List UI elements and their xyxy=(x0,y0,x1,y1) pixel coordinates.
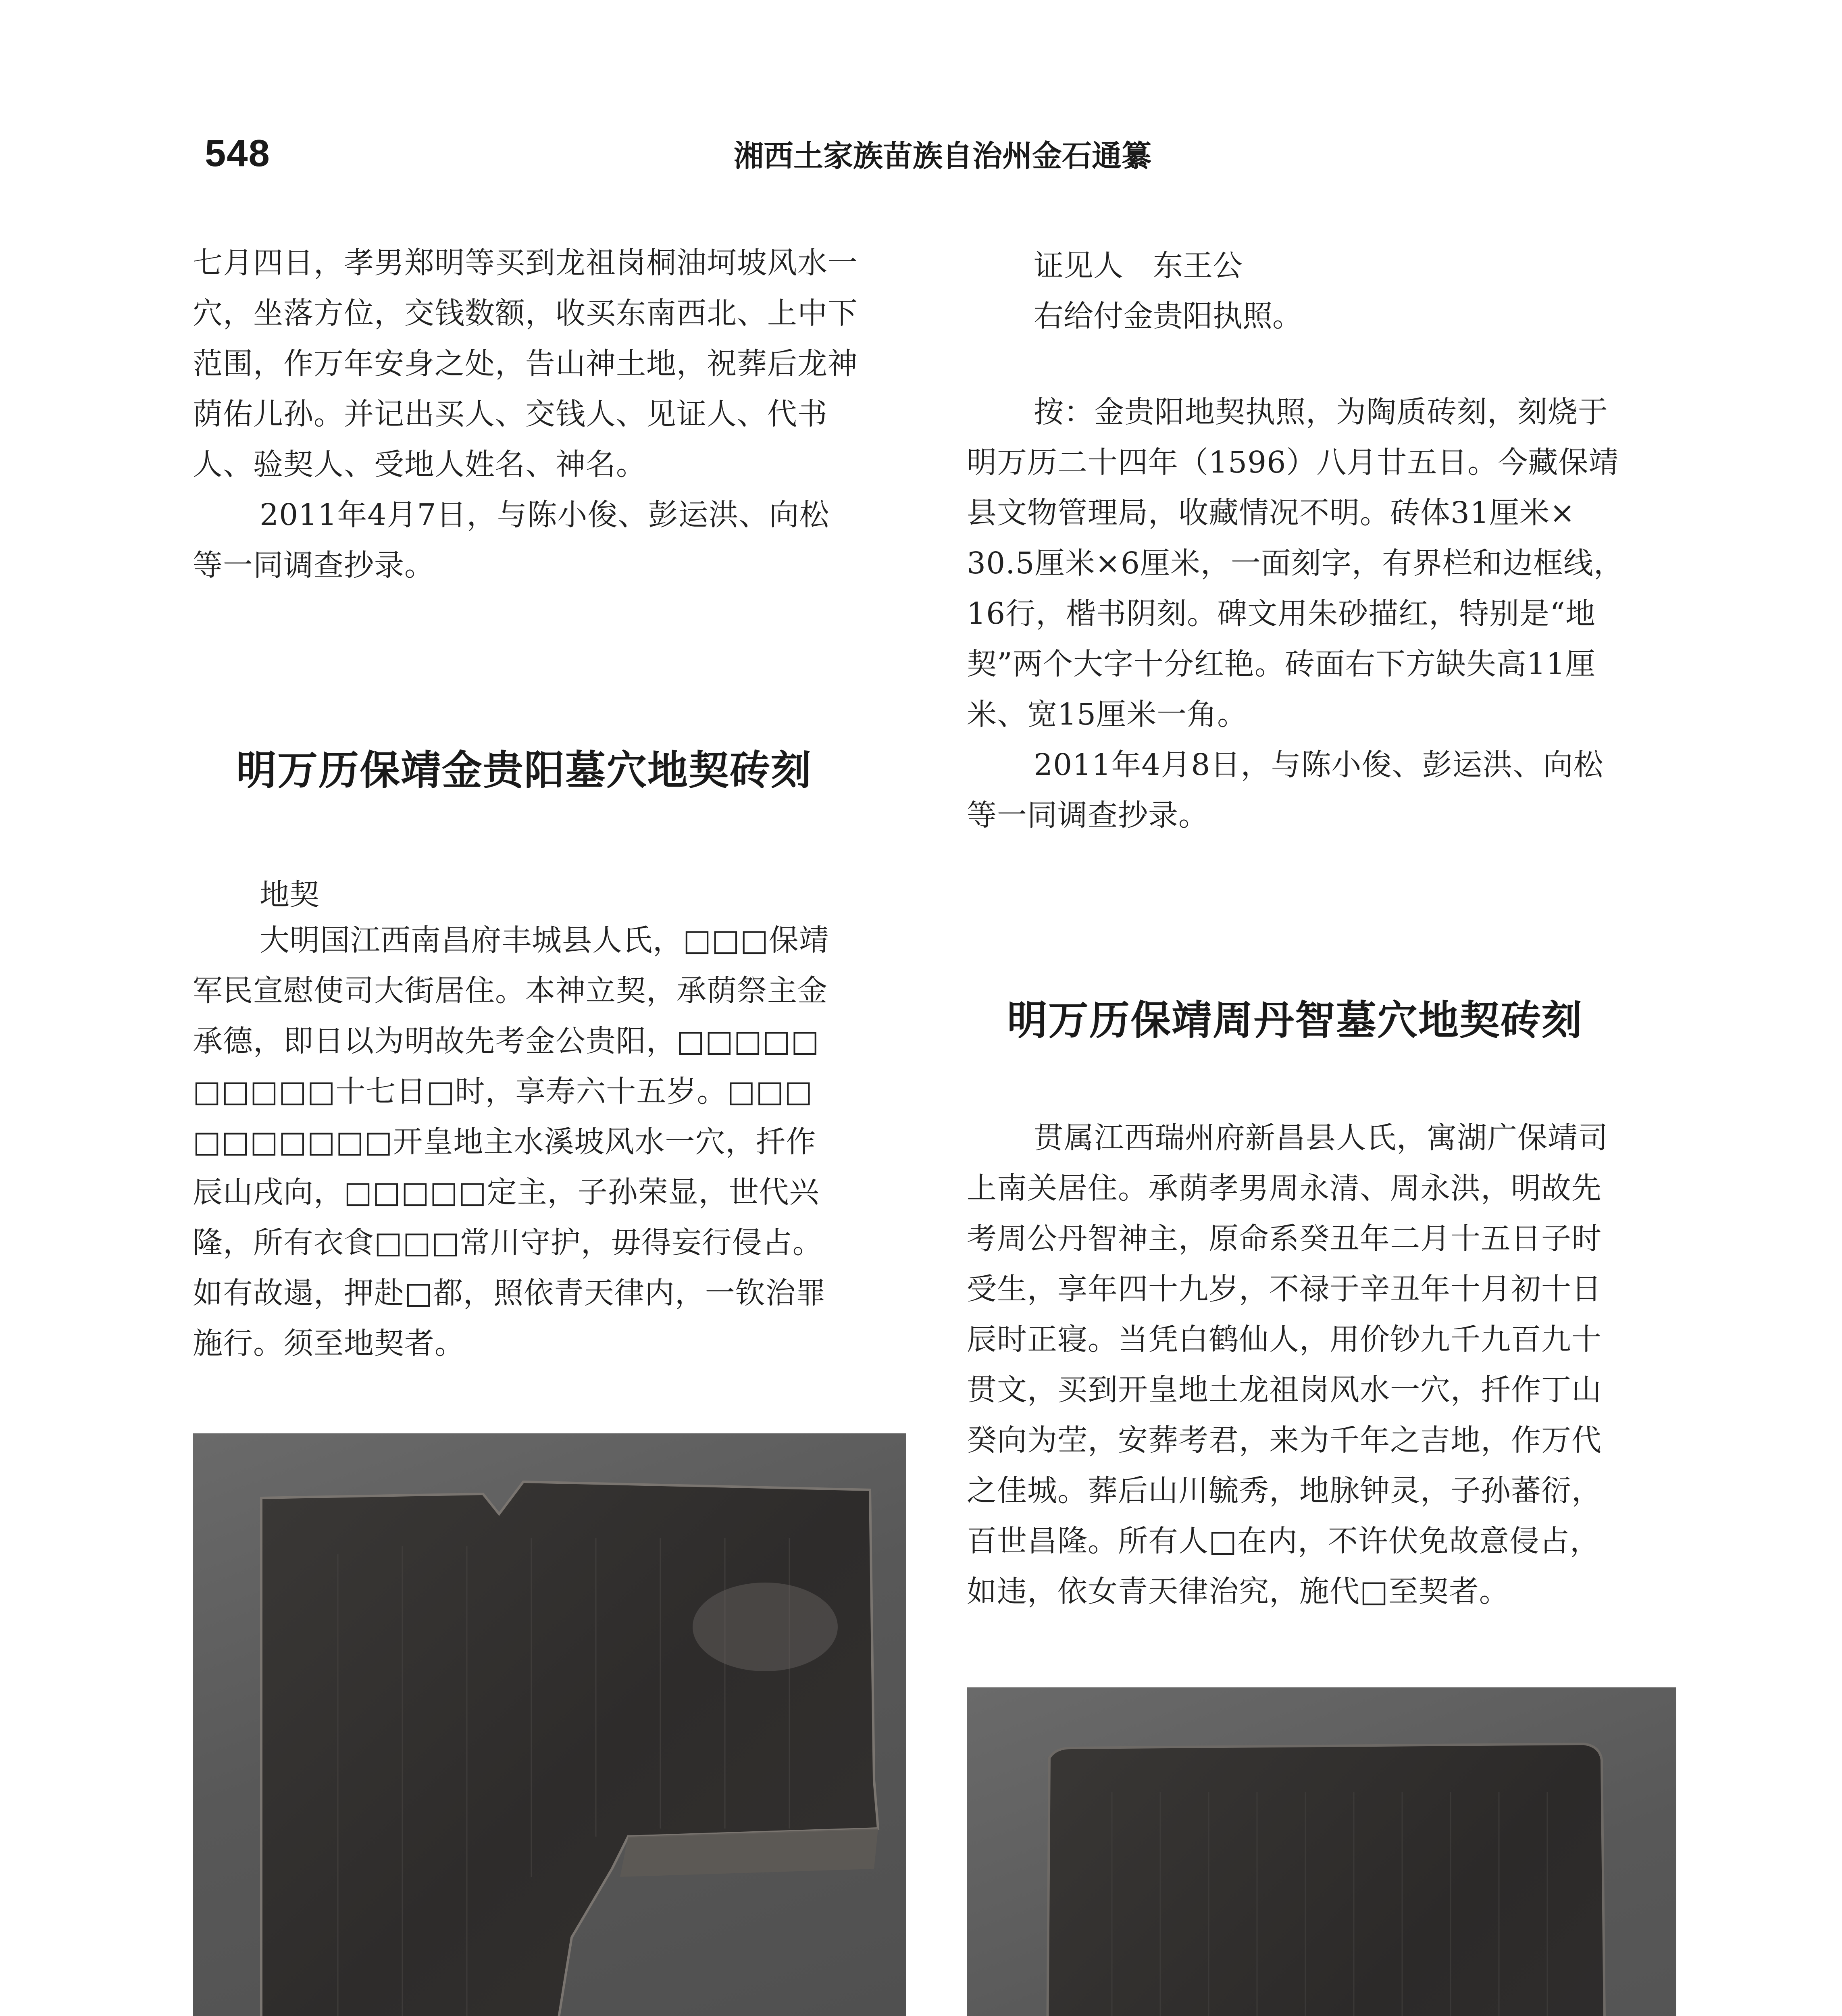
text-line: 如有故遢，押赴□都，照依青天律内，一钦治罪 xyxy=(193,1276,826,1310)
text-line: 契”两个大字十分红艳。砖面右下方缺失高11厘 xyxy=(967,647,1596,681)
intro-paragraph xyxy=(193,238,858,490)
text-line: 人、验契人、受地人姓名、神名。 xyxy=(193,447,646,482)
section-title: 明万历保靖周丹智墓穴地契砖刻 xyxy=(1007,997,1583,1044)
text-line: 七月四日，孝男郑明等买到龙祖岗桐油坷坡风水一 xyxy=(193,246,858,280)
text-line: 辰山戌向，□□□□□定主，子孙荣显，世代兴 xyxy=(193,1175,820,1210)
contract-text xyxy=(967,1113,1608,1617)
text-line: 军民宣慰使司大街居住。本神立契，承荫祭主金 xyxy=(193,973,828,1008)
text-line: 之佳城。葬后山川毓秀，地脉钟灵，子孙蕃衍， xyxy=(967,1473,1602,1508)
text-line: 县文物管理局，收藏情况不明。砖体31厘米× xyxy=(967,496,1576,530)
text-line: 大明国江西南昌府丰城县人氏，□□□保靖 xyxy=(260,923,829,958)
text-line: 考周公丹智神主，原命系癸丑年二月十五日子时 xyxy=(967,1221,1602,1256)
survey-note xyxy=(967,740,1604,841)
text-line: 隆，所有衣食□□□常川守护，毋得妄行侵占。 xyxy=(193,1225,823,1260)
running-title: 湘西土家族苗族自治州金石通纂 xyxy=(734,139,1151,173)
brick-light-patch xyxy=(693,1583,838,1671)
text-line: 贯属江西瑞州府新昌县人氏，寓湖广保靖司 xyxy=(1034,1120,1608,1155)
text-line: 范围，作万年安身之处，告山神土地，祝葬后龙神 xyxy=(193,346,858,381)
text-line: 上南关居住。承荫孝男周永清、周永洪，明故先 xyxy=(967,1171,1602,1206)
text-line: 穴，坐落方位，交钱数额，收买东南西北、上中下 xyxy=(193,296,858,331)
section-title: 明万历保靖金贵阳墓穴地契砖刻 xyxy=(236,747,812,794)
text-line: 癸向为茔，安葬考君，来为千年之吉地，作万代 xyxy=(967,1423,1602,1458)
left-column xyxy=(193,0,914,2016)
text-line: 等一同调查抄录。 xyxy=(193,548,435,583)
text-line: 16行，楷书阴刻。碑文用朱砂描红，特别是“地 xyxy=(967,596,1596,631)
brick-photo-jin-guiyang xyxy=(193,1433,906,2016)
text-line: 施行。须至地契者。 xyxy=(193,1326,465,1361)
text-line: 2011年4月8日，与陈小俊、彭运洪、向松 xyxy=(1034,748,1604,782)
brick-photo-zhou-danzhi xyxy=(967,1687,1676,2016)
text-line: 30.5厘米×6厘米，一面刻字，有界栏和边框线， xyxy=(967,546,1624,581)
text-line: 辰时正寝。当凭白鹤仙人，用价钞九千九百九十 xyxy=(967,1322,1602,1357)
text-line: 如违，依女青天律治究，施代□至契者。 xyxy=(967,1574,1509,1609)
editor-note xyxy=(967,387,1624,740)
right-column xyxy=(967,0,1688,2016)
text-line: 贯文，买到开皇地土龙祖岗风水一穴，扦作丁山 xyxy=(967,1372,1602,1407)
brick-shape xyxy=(1045,1744,1608,2016)
text-line: 明万历二十四年（1596）八月廿五日。今藏保靖 xyxy=(967,445,1619,480)
text-line: 百世昌隆。所有人□在内，不许伏免故意侵占， xyxy=(967,1524,1600,1558)
text-line: 受生，享年四十九岁，不禄于辛丑年十月初十日 xyxy=(967,1272,1602,1306)
brick-shape xyxy=(261,1482,878,2016)
text-line: □□□□□□□开皇地主水溪坡风水一穴，扦作 xyxy=(193,1125,816,1159)
brick-illustration xyxy=(967,1687,1676,2016)
text-line: 按：金贵阳地契执照，为陶质砖刻，刻烧于 xyxy=(1034,395,1608,429)
contract-label: 地契 xyxy=(260,877,319,912)
page-number: 548 xyxy=(205,132,271,174)
survey-note xyxy=(193,490,830,591)
text-line: 米、宽15厘米一角。 xyxy=(967,697,1248,732)
text-line: 等一同调查抄录。 xyxy=(967,798,1209,833)
issued-line: 右给付金贵阳执照。 xyxy=(1034,299,1302,333)
brick-chipped-edge xyxy=(620,1829,878,1877)
contract-text xyxy=(193,915,829,1369)
witness-line: 证见人 东王公 xyxy=(1034,248,1243,283)
text-line: 荫佑儿孙。并记出买人、交钱人、见证人、代书 xyxy=(193,397,828,431)
brick-illustration xyxy=(193,1433,906,2016)
text-line: □□□□□十七日□时，享寿六十五岁。□□□ xyxy=(193,1074,813,1109)
text-line: 承德，即日以为明故先考金公贵阳，□□□□□ xyxy=(193,1024,820,1058)
text-line: 2011年4月7日，与陈小俊、彭运洪、向松 xyxy=(260,498,830,532)
